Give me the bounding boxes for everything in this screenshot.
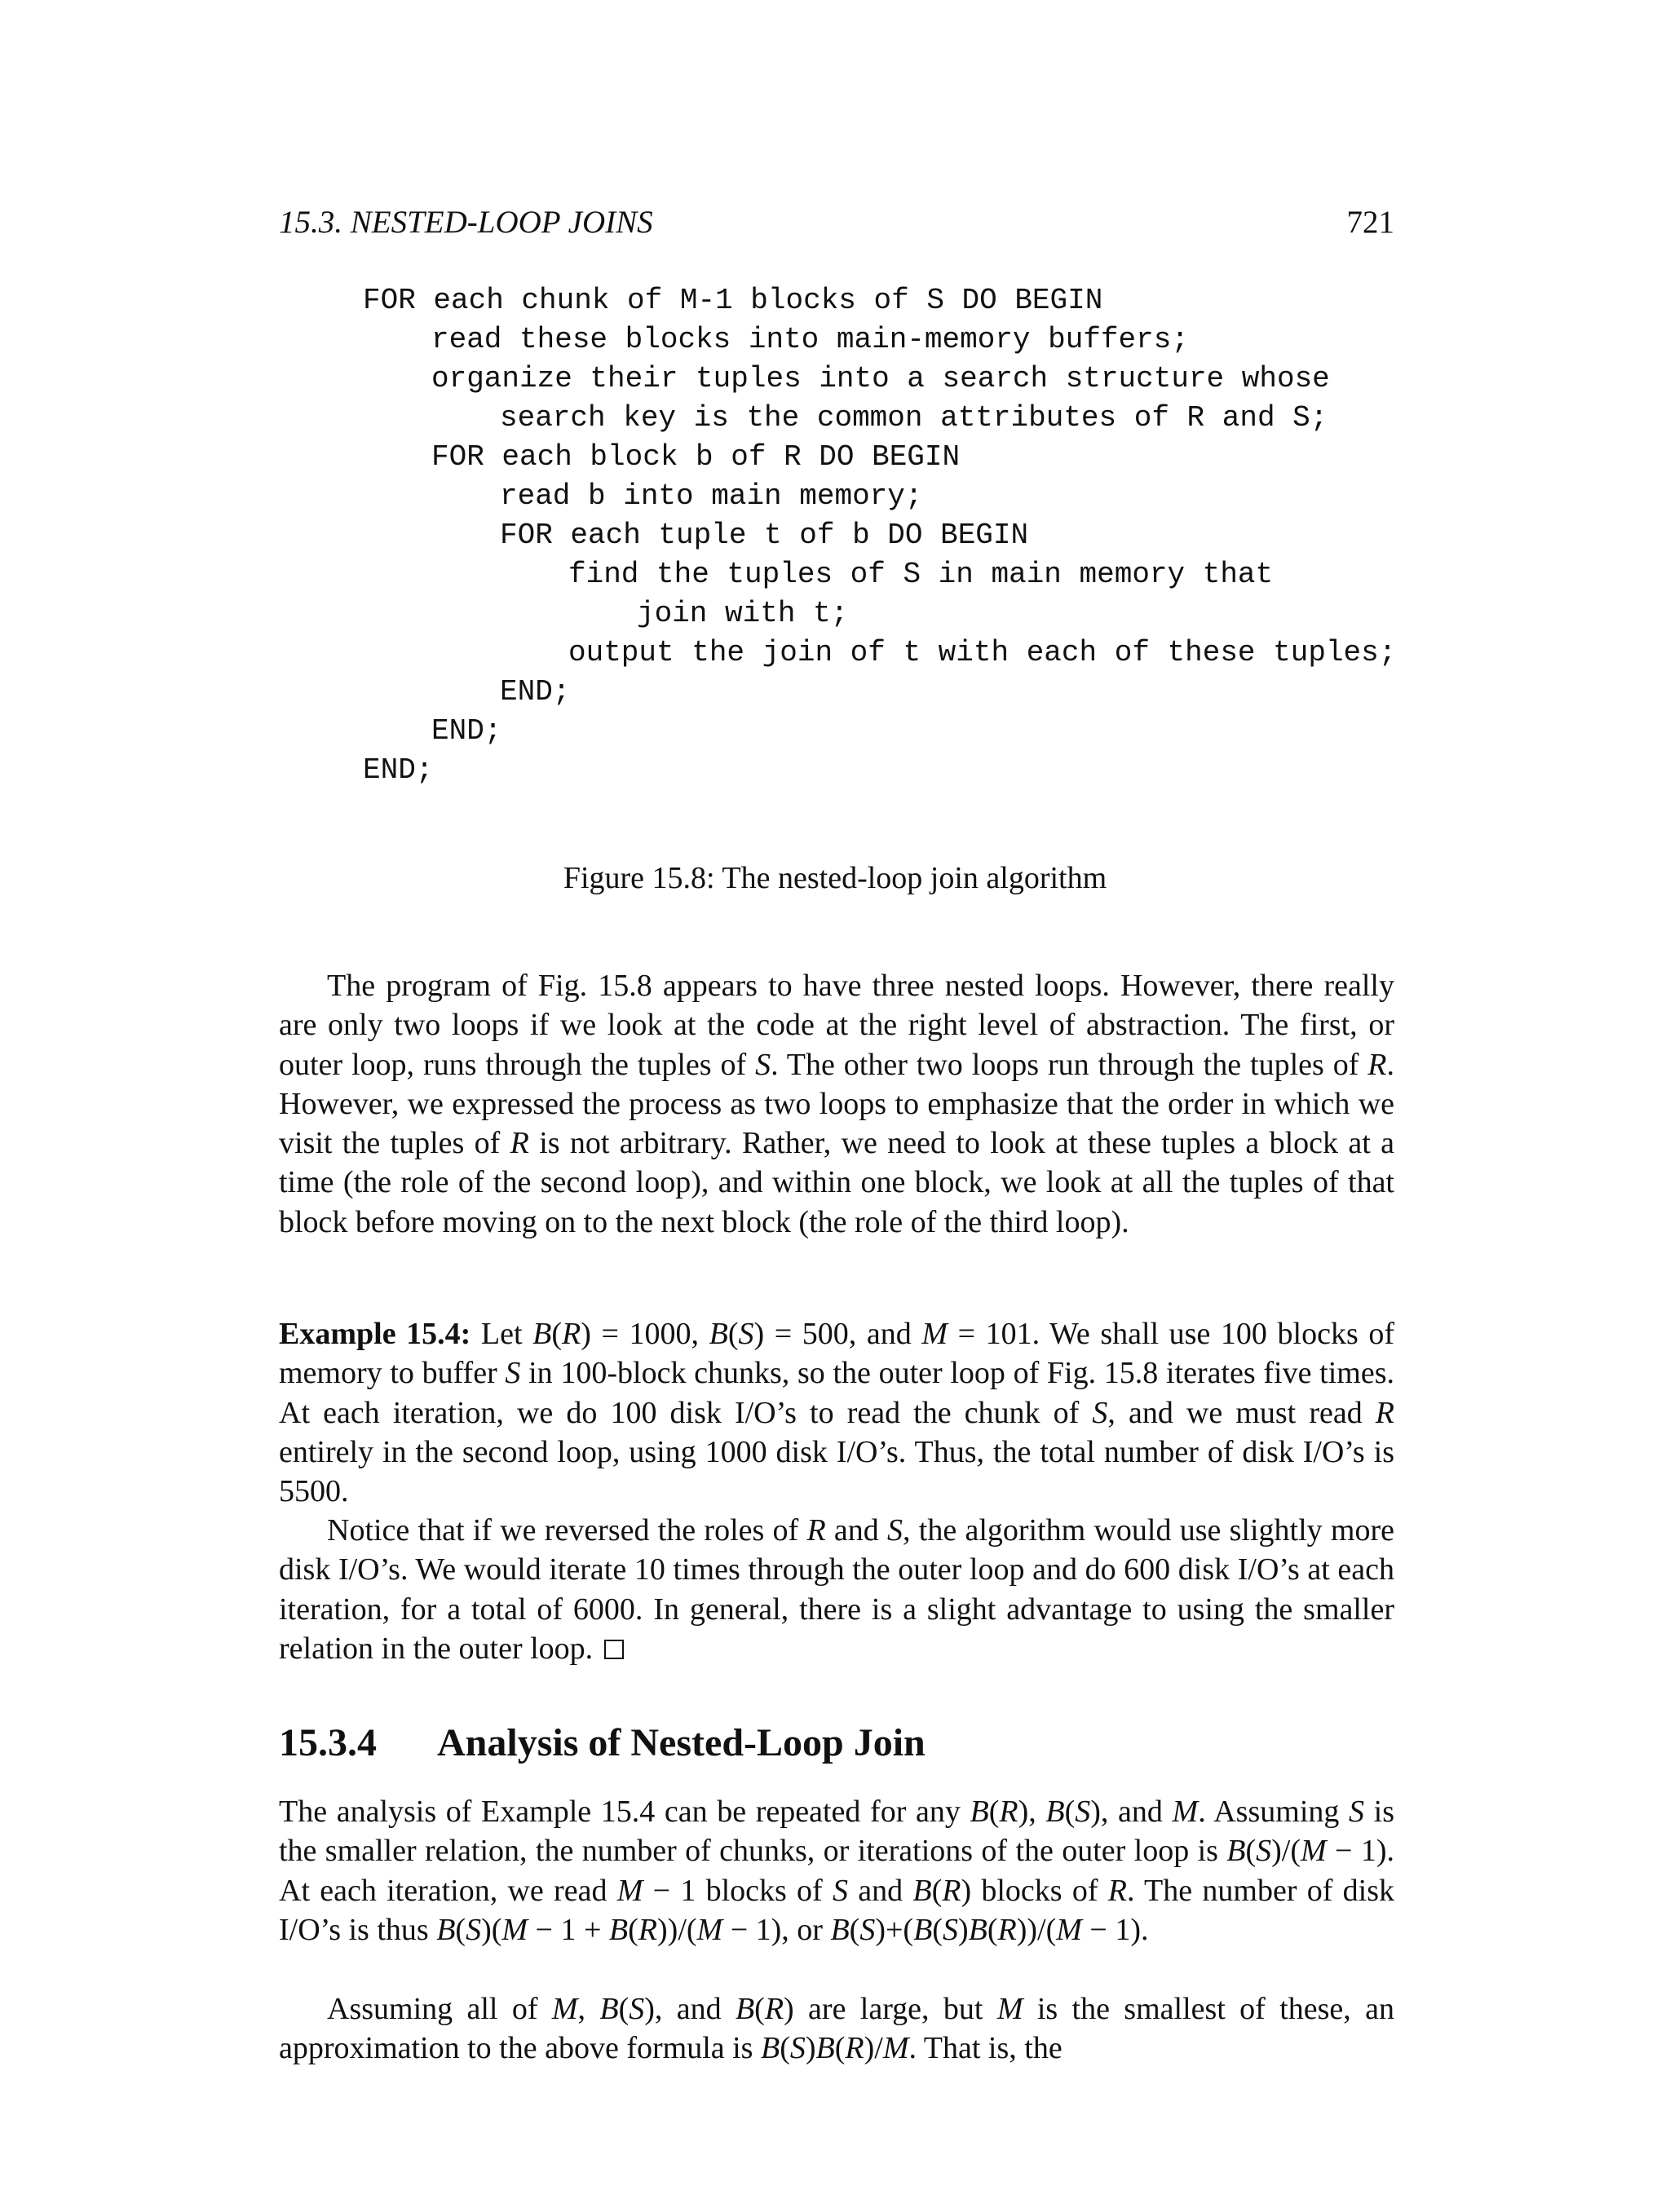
body-paragraph: The program of Fig. 15.8 appears to have three nested loops. However, there really are only two loops if we look at the code at the right level of abstraction. The first, or outer loop, runs through the tuples of S. The other two loops run through the tuples of R. However, we expressed the process as two loops to emphasize that the order in which we visit the tuples of R is not arbitrary. Rather, we need to look at these tuples a block at a time (the role of the second loop), and within one block, we look at all the tuples of that block before moving on to the next block (the role of the third loop). — [279, 969, 1395, 1239]
code-line: FOR each tuple t of b DO BEGIN — [500, 519, 1029, 552]
code-line: find the tuples of S in main memory that — [568, 558, 1274, 591]
figure-caption: Figure 15.8: The nested-loop join algorithm — [563, 861, 1107, 895]
code-line: read these blocks into main-memory buffers; — [431, 323, 1189, 356]
body-paragraph: Assuming all of M, B(S), and B(R) are large, but M is the smallest of these, an approximation to the above formula is B(S)B(R)/M. That is, the — [279, 1992, 1394, 2066]
running-head — [279, 204, 1394, 245]
subsection-number: 15.3.4 — [279, 1721, 377, 1764]
code-line: read b into main memory; — [500, 479, 923, 513]
body-paragraph: Notice that if we reversed the roles of R and S, the algorithm would use slightly more disk I/O’s. We would iterate 10 times through the outer loop and do 600 disk I/O’s at each iteration, for a total of 6000. In general, there is a slight advantage to using the smaller relation in the outer loop. — [279, 1513, 1394, 1666]
code-line: organize their tuples into a search structure whose — [431, 362, 1330, 395]
code-line: FOR each block b of R DO BEGIN — [431, 440, 961, 474]
code-line: END; — [363, 753, 434, 787]
code-line: FOR each chunk of M-1 blocks of S DO BEGIN — [363, 284, 1103, 317]
page-number: 721 — [1346, 205, 1394, 240]
code-line: output the join of t with each of these tuples; — [568, 636, 1397, 669]
example-paragraph: Example 15.4: Let B(R) = 1000, B(S) = 500, and M = 101. We shall use 100 blocks of memory to buffer S in 100-block chunks, so the outer loop of Fig. 15.8 iterates five times. At each iteration, we do 100 disk I/O’s to read the chunk of S, and we must read R entirely in the second loop, using 1000 disk I/O’s. Thus, the total number of disk I/O’s is 5500. — [279, 1317, 1395, 1509]
code-line: search key is the common attributes of R and S; — [500, 401, 1328, 435]
code-line: END; — [431, 714, 502, 748]
body-paragraph: The analysis of Example 15.4 can be repeated for any B(R), B(S), and M. Assuming S is the smaller relation, the number of chunks, or iterations of the outer loop is B(S)/(M − 1). At each iteration, we read M − 1 blocks of S and B(R) blocks of R. The number of disk I/O’s is thus B(S)(M − 1 + B(R))/(M − 1), or B(S)+(B(S)B(R))/(M − 1). — [279, 1795, 1394, 1947]
section-heading: 15.3. NESTED-LOOP JOINS — [279, 205, 653, 240]
code-line: END; — [500, 675, 571, 709]
code-line: join with t; — [637, 597, 849, 630]
end-of-example-box-icon — [604, 1640, 624, 1659]
subsection-title: Analysis of Nested-Loop Join — [437, 1721, 926, 1764]
subsection-heading — [279, 1720, 926, 1765]
